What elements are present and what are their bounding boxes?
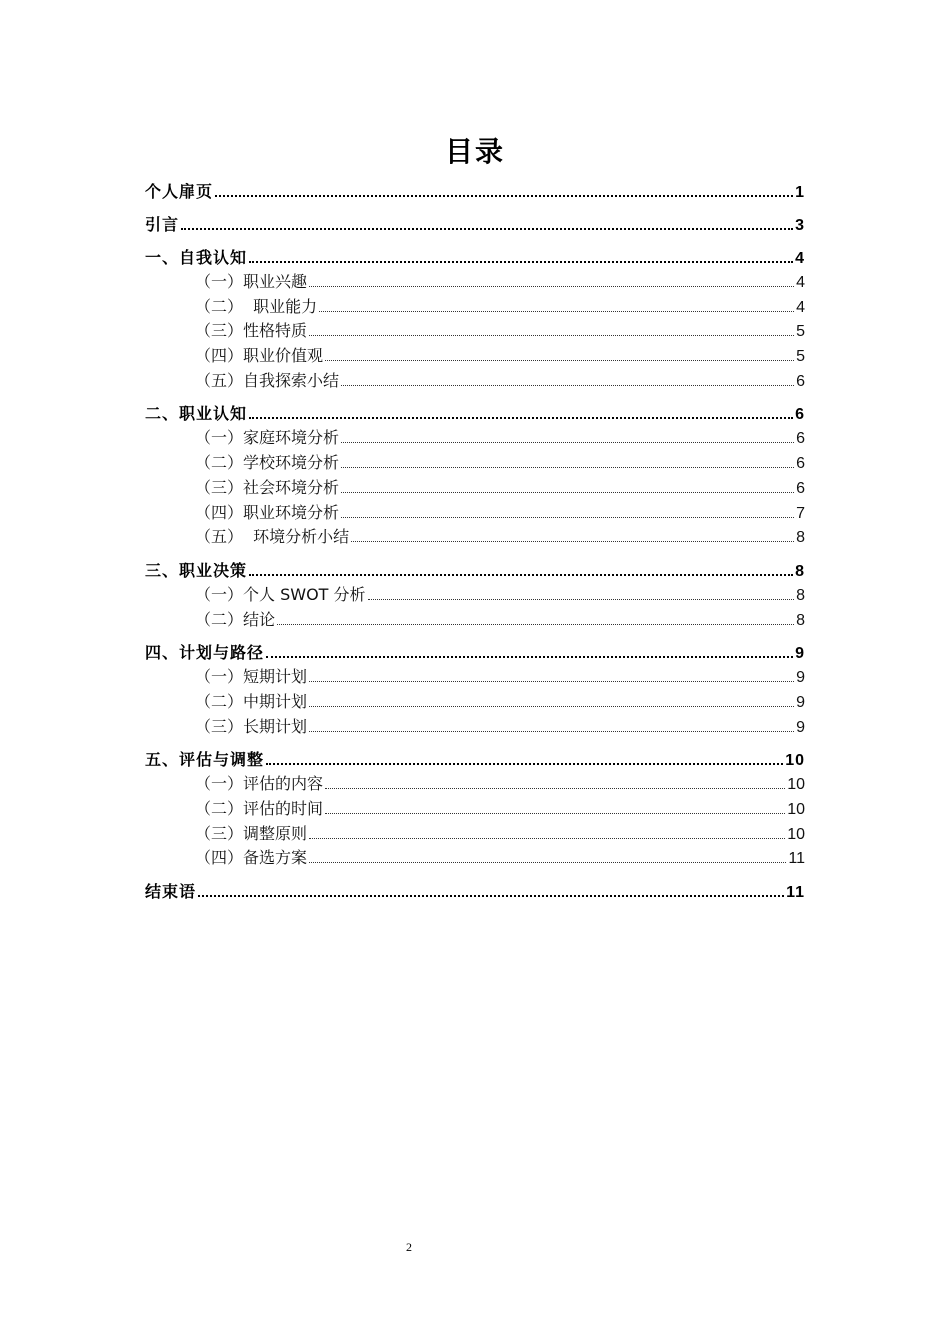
toc-dot-leader — [341, 466, 794, 468]
toc-dot-leader — [309, 861, 786, 863]
toc-entry-section[interactable] — [145, 583, 805, 608]
toc-entry-label: （三）调整原则 — [195, 823, 308, 843]
toc-entry-section[interactable] — [145, 846, 805, 871]
toc-dot-leader — [368, 598, 795, 600]
toc-page-number: 6 — [796, 430, 805, 448]
page-title: 目录 — [444, 135, 505, 168]
toc-page-number: 5 — [796, 348, 805, 366]
toc-dot-leader — [341, 441, 794, 443]
toc-entry-section[interactable] — [145, 476, 805, 501]
toc-entry-chapter[interactable] — [145, 402, 805, 426]
toc-entry-label: （一）个人 SWOT 分析 — [195, 584, 366, 604]
toc-entry-label: （五） 环境分析小结 — [195, 527, 350, 547]
toc-page-number: 6 — [796, 372, 805, 390]
toc-entry-section[interactable] — [145, 525, 805, 550]
toc-entry-section[interactable] — [145, 501, 805, 526]
toc-entry-section[interactable] — [145, 270, 805, 295]
toc-entry-chapter[interactable] — [145, 559, 805, 583]
toc-dot-leader — [215, 194, 793, 197]
toc-entry-chapter[interactable] — [145, 880, 805, 904]
toc-dot-leader — [319, 310, 794, 312]
toc-page-number: 5 — [796, 323, 805, 341]
toc-entry-label: 一、自我认知 — [145, 248, 248, 267]
toc-entry-label: （一）短期计划 — [195, 667, 308, 687]
toc-dot-leader — [249, 416, 793, 419]
toc-entry-label: 个人扉页 — [145, 182, 214, 201]
toc-dot-leader — [198, 894, 784, 897]
toc-entry-section[interactable] — [145, 319, 805, 344]
toc-dot-leader — [341, 516, 794, 518]
toc-page-number: 8 — [796, 586, 805, 604]
toc-page-number: 9 — [796, 718, 805, 736]
toc-entry-label: （二）评估的时间 — [195, 799, 324, 818]
toc-dot-leader — [309, 837, 785, 839]
toc-dot-leader — [341, 491, 794, 493]
toc-entry-section[interactable] — [145, 665, 805, 690]
toc-dot-leader — [325, 787, 785, 789]
toc-entry-label: （四）职业环境分析 — [195, 502, 340, 522]
toc-entry-label: 二、职业认知 — [145, 404, 248, 424]
toc-page-number: 6 — [796, 479, 805, 497]
footer-page-number: 2 — [406, 1240, 412, 1254]
table-of-contents — [145, 180, 805, 904]
toc-dot-leader — [249, 260, 793, 263]
toc-page-number: 9 — [796, 693, 805, 711]
toc-entry-label: （二） 职业能力 — [195, 296, 318, 316]
toc-entry-section[interactable] — [145, 797, 805, 822]
toc-page-number: 6 — [796, 455, 805, 473]
toc-page-number: 4 — [795, 250, 805, 267]
toc-entry-section[interactable] — [145, 715, 805, 740]
toc-entry-label: 结束语 — [145, 882, 197, 902]
toc-dot-leader — [277, 623, 794, 625]
toc-page-number: 11 — [786, 884, 805, 902]
toc-page-number: 10 — [787, 776, 805, 794]
toc-entry-section[interactable] — [145, 295, 805, 320]
toc-page-number: 4 — [796, 298, 805, 316]
toc-page-number: 7 — [796, 504, 805, 522]
toc-page-number: 10 — [785, 752, 805, 770]
toc-entry-section[interactable] — [145, 772, 805, 797]
toc-entry-label: 三、职业决策 — [145, 560, 248, 580]
toc-dot-leader — [325, 812, 785, 814]
toc-entry-label: （二）中期计划 — [195, 691, 308, 711]
toc-dot-leader — [309, 680, 794, 682]
toc-dot-leader — [309, 730, 794, 732]
toc-entry-label: 五、评估与调整 — [145, 750, 265, 770]
toc-entry-section[interactable] — [145, 426, 805, 451]
toc-dot-leader — [309, 334, 794, 336]
toc-dot-leader — [351, 540, 794, 542]
toc-entry-chapter[interactable] — [145, 641, 805, 665]
toc-entry-chapter[interactable] — [145, 213, 805, 237]
toc-entry-label: （四）职业价值观 — [195, 346, 324, 366]
toc-entry-label: （二）结论 — [195, 609, 276, 629]
toc-entry-section[interactable] — [145, 690, 805, 715]
toc-entry-section[interactable] — [145, 608, 805, 633]
toc-page-number: 9 — [795, 645, 805, 663]
toc-entry-section[interactable] — [145, 369, 805, 394]
toc-page-number: 3 — [795, 217, 805, 234]
toc-page-number: 10 — [787, 825, 805, 843]
toc-dot-leader — [309, 285, 794, 287]
toc-dot-leader — [309, 705, 794, 707]
toc-dot-leader — [266, 655, 793, 658]
toc-entry-section[interactable] — [145, 822, 805, 847]
toc-entry-label: （三）长期计划 — [195, 716, 308, 736]
toc-dot-leader — [181, 227, 793, 230]
toc-entry-label: （三）社会环境分析 — [195, 477, 340, 497]
toc-entry-label: （一）职业兴趣 — [195, 272, 308, 291]
toc-page-number: 10 — [787, 801, 805, 818]
toc-entry-section[interactable] — [145, 451, 805, 476]
toc-dot-leader — [325, 359, 794, 361]
toc-entry-label: （一）评估的内容 — [195, 774, 324, 794]
toc-page-number: 1 — [795, 184, 805, 201]
toc-entry-label: （一）家庭环境分析 — [195, 428, 340, 448]
toc-entry-section[interactable] — [145, 344, 805, 369]
toc-entry-label: （四）备选方案 — [195, 848, 308, 868]
toc-dot-leader — [341, 384, 794, 386]
toc-entry-label: （五）自我探索小结 — [195, 370, 340, 390]
toc-page-number: 4 — [796, 274, 805, 291]
toc-page-number: 11 — [788, 850, 805, 868]
toc-dot-leader — [249, 573, 793, 576]
toc-page-number: 6 — [795, 406, 805, 424]
toc-page-number: 8 — [795, 562, 805, 580]
toc-entry-label: （三）性格特质 — [195, 321, 308, 341]
toc-entry-chapter[interactable] — [145, 748, 805, 772]
toc-page-number: 8 — [796, 529, 805, 547]
toc-page-number: 9 — [796, 669, 805, 687]
toc-page-number: 8 — [796, 611, 805, 629]
toc-entry-label: 四、计划与路径 — [145, 643, 265, 663]
toc-entry-label: （二）学校环境分析 — [195, 453, 340, 473]
toc-entry-label: 引言 — [145, 215, 180, 234]
toc-dot-leader — [266, 762, 783, 765]
toc-entry-chapter[interactable] — [145, 180, 805, 204]
toc-entry-chapter[interactable] — [145, 246, 805, 270]
